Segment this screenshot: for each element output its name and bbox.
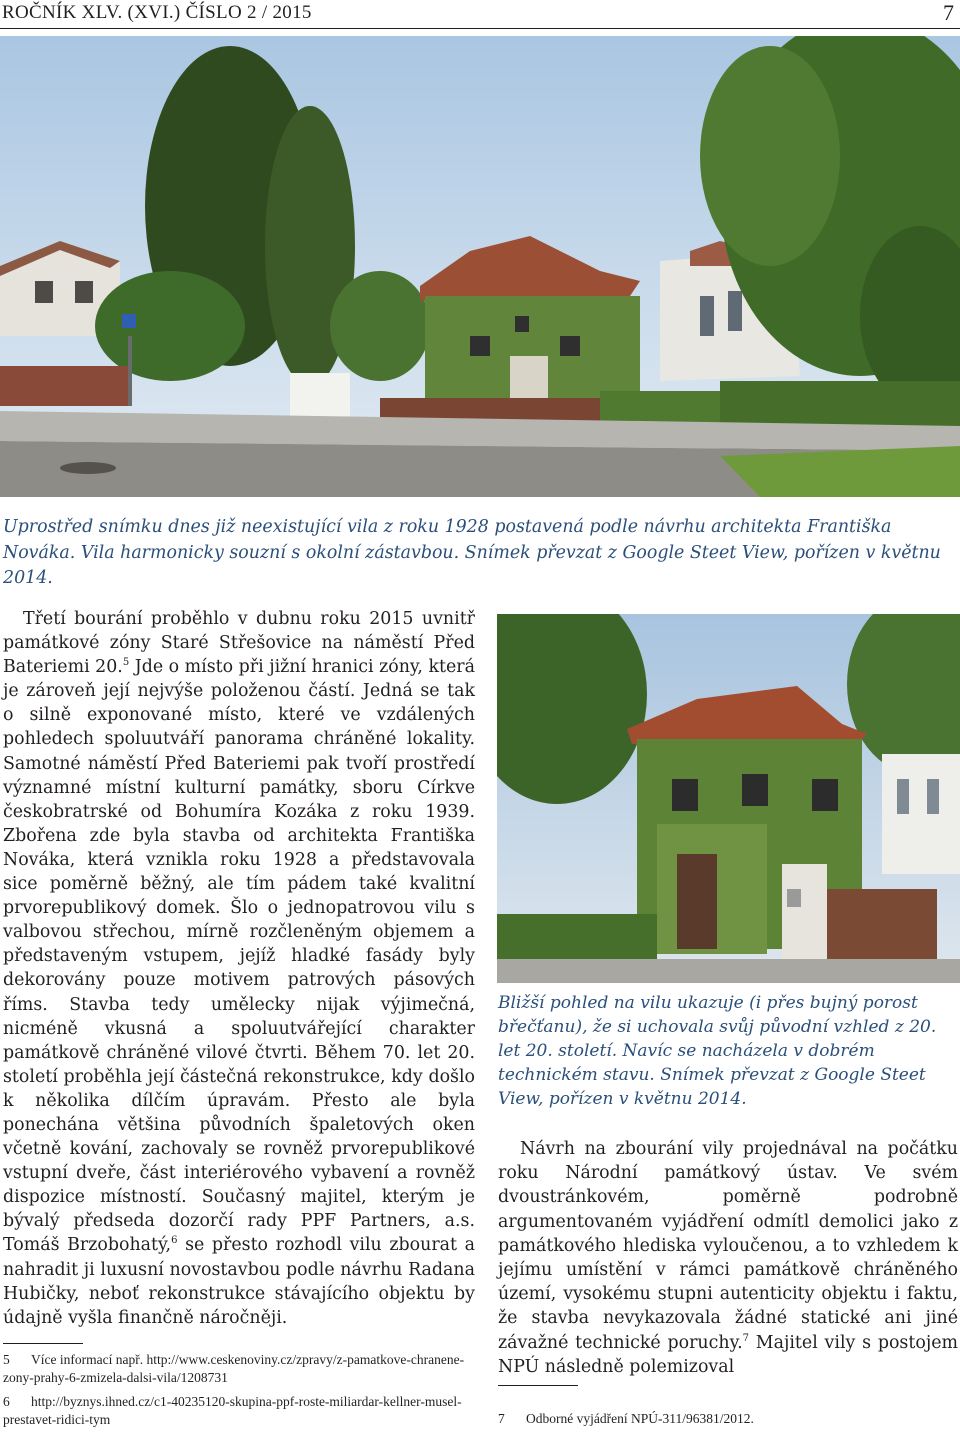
header-rule — [0, 28, 960, 29]
footnote-5 — [3, 1351, 473, 1387]
caption-top-photo: Uprostřed snímku dnes již neexistující vila z roku 1928 postavená podle návrhu architekta Františka Nováka. Vila harmonicky souzní s okolní zástavbou. Snímek převzat z Google Steet View, pořízen v květnu 2014. — [3, 517, 941, 588]
page-header — [0, 0, 960, 30]
photo-street-view — [0, 36, 960, 497]
footnote-text[interactable]: http://byznys.ihned.cz/c1-40235120-skupina-ppf-roste-miliardar-kellner-musel-prestavet-ridici-tym — [3, 1394, 462, 1427]
footnote-ref[interactable]: 6 — [171, 1235, 178, 1247]
footnote-text[interactable]: Více informací např. http://www.ceskenoviny.cz/zpravy/z-pamatkove-chranene-zony-prahy-6-zmizela-dalsi-vila/1208731 — [3, 1352, 465, 1385]
journal-issue: ROČNÍK XLV. (XVI.) ČÍSLO 2 / 2015 — [2, 2, 312, 23]
footnote-rule — [498, 1385, 578, 1386]
footnote-6 — [3, 1393, 473, 1429]
page-number: 7 — [943, 0, 954, 25]
body-column-left — [3, 607, 475, 1330]
photo-villa-closeup — [497, 614, 960, 983]
footnote-ref[interactable]: 7 — [742, 1332, 749, 1344]
footnote-number: 5 — [3, 1352, 10, 1367]
paragraph: Návrh na zbourání vily projednával na počátku roku Národní památkový ústav. Ve svém dvoustránkovém, poměrně podrobně argumentovaném vyjádření odmítl demolici jako z památkového hlediska vyloučenou, a to vzhledem k jejímu umístění v rámci památkově chráněného území, vysokému stupni autenticity objektu i faktu, že stavba nevykazovala žádné statické ani jiné závažné technické poruchy.$^7$ Majitel vily s postojem NPÚ následně polemizoval — [498, 1139, 958, 1377]
footnote-number: 7 — [498, 1411, 505, 1426]
caption-right-photo: Bližší pohled na vilu ukazuje (i přes bujný porost břečťanu), že si uchovala svůj původní vzhled z 20. let 20. století. Navíc se nacházela v dobrém technickém stavu. Snímek převzat z Google Steet View, pořízen v květnu 2014. — [498, 993, 937, 1109]
footnote-7 — [498, 1410, 958, 1428]
footnote-number: 6 — [3, 1394, 10, 1409]
body-column-right — [498, 1137, 958, 1379]
footnote-text: Odborné vyjádření NPÚ-311/96381/2012. — [526, 1411, 754, 1426]
footnote-rule — [3, 1343, 83, 1344]
footnote-ref[interactable]: 5 — [122, 657, 130, 669]
paragraph: Třetí bourání proběhlo v dubnu roku 2015 uvnitř památkové zóny Staré Střešovice na náměstí Před Bateriemi 20.$^5$ Jde o místo při jižní hranici zóny, která je zároveň její nejvýše položenou částí. Jedná se tak o silně exponované místo, které ve vzdálených pohledech spoluutváří panorama chráněné lokality. Samotné náměstí Před Bateriemi pak tvoří prostředí významné místní kulturní památky, sboru Církve českobratrské od Bohumíra Kozáka z roku 1939. Zbořena zde byla stavba od architekta Františka Nováka, která vznikla roku 1928 a představovala sice poměrně běžný, ale tím pádem také kvalitní prvorepublikový domek. Šlo o jednopatrovou vilu s valbovou střechou, mírně rozčleněným objemem a představeným vstupem, jejíž hladké fasády byly dekorovány pouze motivem patrových pásových říms. Stavba tedy umělecky nijak výjimečná, nicméně vkusná a spoluutvářející charakter památkově chráněné vilové čtvrti. Během 70. let 20. století proběhla její částečná rekonstrukce, kdy došlo k několika dílčím úpravám. Přesto ale byla ponechána většina původních špaletových oken včetně kování, zachovaly se rovněž prvorepublikové vstupní dveře, část interiérového vybavení a rovněž dispozice místností. Současný majitel, kterým je bývalý předseda dozorčí rady PPF Partners, a.s. Tomáš Brzobohatý,$^6$ se přesto rozhodl vilu zbourat a nahradit ji luxusní novostavbou podle návrhu Radana Hubičky, neboť rekonstrukce stávajícího objektu by údajně vyšla finančně náročněji. — [3, 609, 475, 1328]
